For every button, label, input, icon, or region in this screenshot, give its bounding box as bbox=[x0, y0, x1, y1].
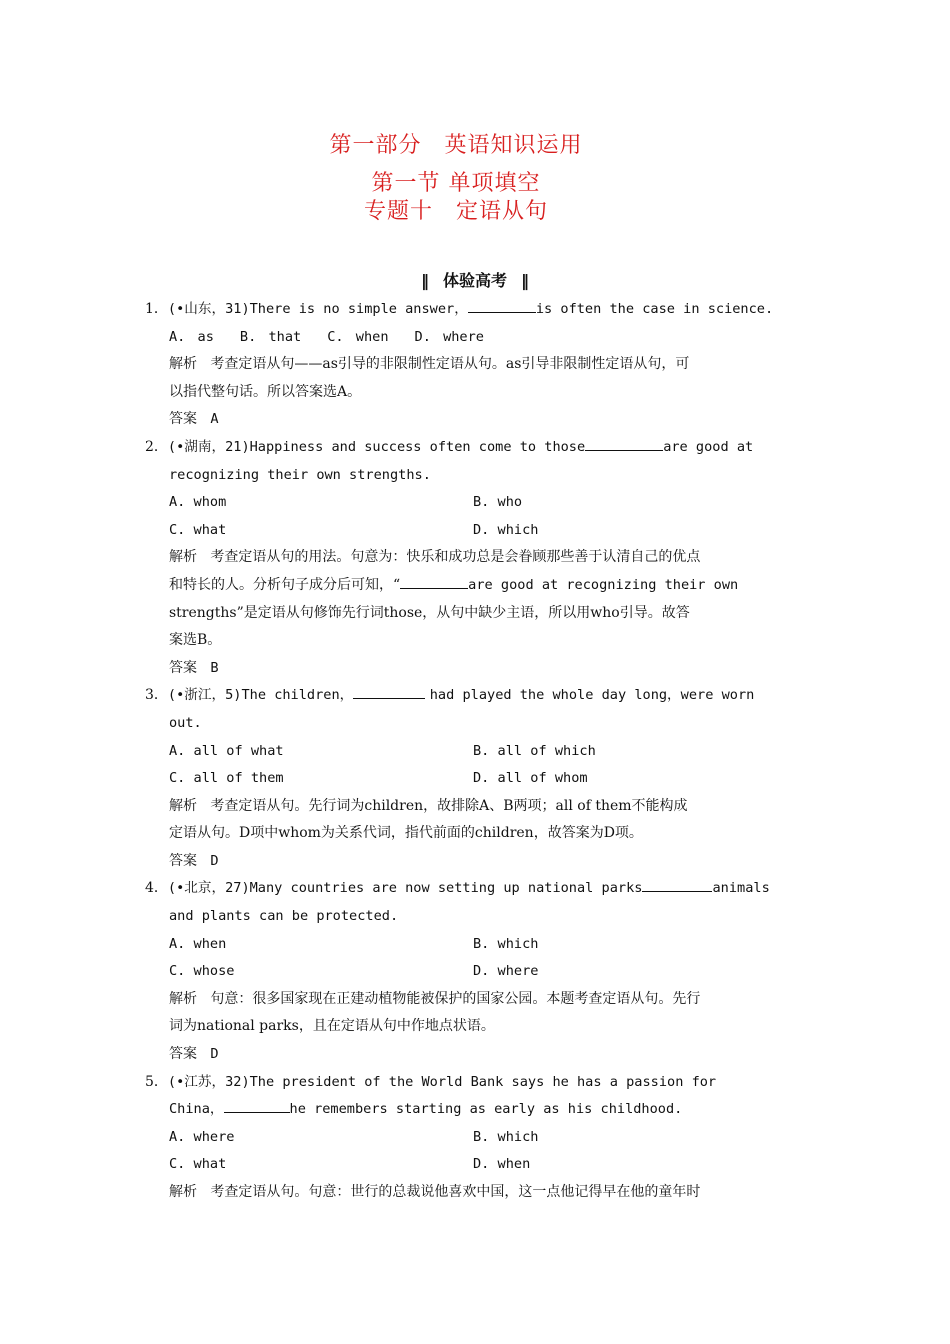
answer-value: D bbox=[210, 1046, 219, 1063]
analysis-label: 解析 bbox=[169, 549, 197, 566]
answer-blank bbox=[642, 876, 712, 892]
title-block bbox=[0, 132, 912, 226]
option-a: A. all of what bbox=[169, 742, 284, 759]
answer-label: 答案 bbox=[169, 852, 197, 869]
answer-blank bbox=[400, 573, 468, 589]
analysis-label: 解析 bbox=[169, 990, 197, 1007]
option-d: D. when bbox=[473, 1156, 531, 1173]
question-source: (•浙江，5) bbox=[167, 687, 242, 704]
answer-value: D bbox=[210, 852, 219, 869]
question-3-answer bbox=[145, 848, 807, 876]
answer-value: A bbox=[210, 411, 219, 428]
question-3-stem: 3．(•浙江，5)The children， had played the whole day long，were worn bbox=[145, 682, 807, 710]
question-list: 1．(•山东，31)There is no simple answer， is often the case in science. A. as B. that C. when D. where 解析 考查定语从句——as引导的非限制性定语从句。as引导非限制性定语从句，可 以指代整句话。所以答案选A。 答案 A 2．(•湖南，21)Happiness and success often come to those are good at recognizing their own strengths. A. whom B. who C. what D. which 解析 考查定语从句的用法。句意为：快乐和成功总是会眷顾那些善于认清自己的优点 和特长的人。分析句子成分后可知，“ are good at recognizing their own strengths”是定语从句修饰先行词those，从句中缺少主语，所以用who引导。故答 案选B。 答案 B 3．(•浙江，5)The children， had played the whole day long，were worn out. A. all of what B. all of which C. all of them D. all of whom 解析 考查定语从句。先行词为children，故排除A、B两项；all of them不能构成 定语从句。D项中whom为关系代词，指代前面的children，故答案为D项。 答案 D 4．(•北京，27)Many countries are now setting up national parks animals and plants can be protected. A. when B. which C. whose D. where 解析 句意：很多国家现在正建动植物能被保护的国家公园。本题考查定语从句。先行 词为national parks，且在定语从句中作地点状语。 答案 D 5．(•江苏，32)The president of the World Bank says he has a passion for China， he remembers starting as early as his childhood. A. where B. which C. what D. when 解析 考查定语从句。句意：世行的总裁说他喜欢中国，这一点他记得早在他的童年时 bbox=[145, 296, 807, 1207]
option-a: A. where bbox=[169, 1128, 235, 1145]
question-4-stem: 4．(•北京，27)Many countries are now setting up national parks animals bbox=[145, 875, 807, 903]
option-d: D. where bbox=[414, 328, 484, 345]
option-a: A. whom bbox=[169, 494, 227, 511]
answer-blank bbox=[224, 1097, 290, 1113]
option-c: C. all of them bbox=[169, 770, 284, 787]
option-b: B. which bbox=[473, 935, 539, 952]
question-2-answer bbox=[145, 655, 807, 683]
topic-title: 专题十 定语从句 bbox=[363, 199, 548, 224]
question-source: (•江苏，32) bbox=[167, 1073, 250, 1090]
option-d: D. which bbox=[473, 521, 539, 538]
question-number: 3． bbox=[145, 687, 168, 704]
answer-label: 答案 bbox=[169, 659, 197, 676]
question-5-stem: 5．(•江苏，32)The president of the World Bank says he has a passion for bbox=[145, 1073, 717, 1090]
analysis-label: 解析 bbox=[169, 356, 197, 373]
question-number: 1． bbox=[145, 301, 168, 317]
analysis-label: 解析 bbox=[169, 797, 197, 814]
answer-value: B bbox=[210, 659, 219, 676]
question-3-options bbox=[145, 738, 807, 766]
option-b: B. all of which bbox=[473, 742, 596, 759]
option-a: A. when bbox=[169, 935, 227, 952]
option-b: B. that bbox=[239, 328, 302, 345]
analysis-label: 解析 bbox=[169, 1184, 197, 1200]
question-source: (•山东，31) bbox=[167, 301, 250, 317]
question-number: 5． bbox=[145, 1073, 168, 1090]
section-marker-left: ‖ bbox=[420, 271, 429, 290]
answer-blank bbox=[585, 435, 663, 451]
question-source: (•北京，27) bbox=[167, 880, 250, 897]
option-d: D. all of whom bbox=[473, 770, 588, 787]
question-1-analysis: 解析 考查定语从句——as引导的非限制性定语从句。as引导非限制性定语从句，可 bbox=[169, 356, 690, 373]
section-heading bbox=[0, 268, 950, 291]
question-4-answer bbox=[145, 1041, 807, 1069]
answer-label: 答案 bbox=[169, 1046, 197, 1063]
section-heading-text: 体验高考 bbox=[442, 271, 507, 290]
question-3-analysis: 解析 考查定语从句。先行词为children，故排除A、B两项；all of them不能构成 bbox=[169, 797, 688, 814]
question-2-analysis: 解析 考查定语从句的用法。句意为：快乐和成功总是会眷顾那些善于认清自己的优点 bbox=[169, 549, 701, 566]
question-5-options bbox=[145, 1124, 807, 1152]
question-2-stem: 2．(•湖南，21)Happiness and success often come to those are good at bbox=[145, 434, 807, 462]
option-c: C. when bbox=[327, 328, 389, 345]
question-5-analysis: 解析 考查定语从句。句意：世行的总裁说他喜欢中国，这一点他记得早在他的童年时 bbox=[169, 1184, 701, 1200]
option-c: C. what bbox=[169, 521, 227, 538]
answer-label: 答案 bbox=[169, 411, 197, 428]
question-number: 4． bbox=[145, 880, 168, 897]
option-c: C. what bbox=[169, 1156, 227, 1173]
answer-blank bbox=[353, 683, 425, 699]
option-b: B. who bbox=[473, 494, 523, 511]
section-title: 第一节 单项填空 bbox=[371, 171, 541, 196]
question-4-analysis: 解析 句意：很多国家现在正建动植物能被保护的国家公园。本题考查定语从句。先行 bbox=[169, 990, 701, 1007]
question-1-answer bbox=[145, 406, 807, 434]
question-source: (•湖南，21) bbox=[167, 438, 250, 455]
option-b: B. which bbox=[473, 1128, 539, 1145]
section-marker-right: ‖ bbox=[521, 271, 529, 290]
question-number: 2． bbox=[145, 438, 168, 455]
question-2-options bbox=[145, 489, 807, 517]
option-a: A. as bbox=[169, 328, 214, 345]
option-d: D. where bbox=[473, 963, 539, 980]
part-title: 第一部分 英语知识运用 bbox=[329, 133, 583, 158]
question-1-options bbox=[145, 324, 807, 352]
option-c: C. whose bbox=[169, 963, 235, 980]
answer-blank bbox=[468, 297, 536, 313]
question-1-stem: 1．(•山东，31)There is no simple answer， is often the case in science. bbox=[145, 296, 807, 324]
question-4-options bbox=[145, 931, 807, 959]
